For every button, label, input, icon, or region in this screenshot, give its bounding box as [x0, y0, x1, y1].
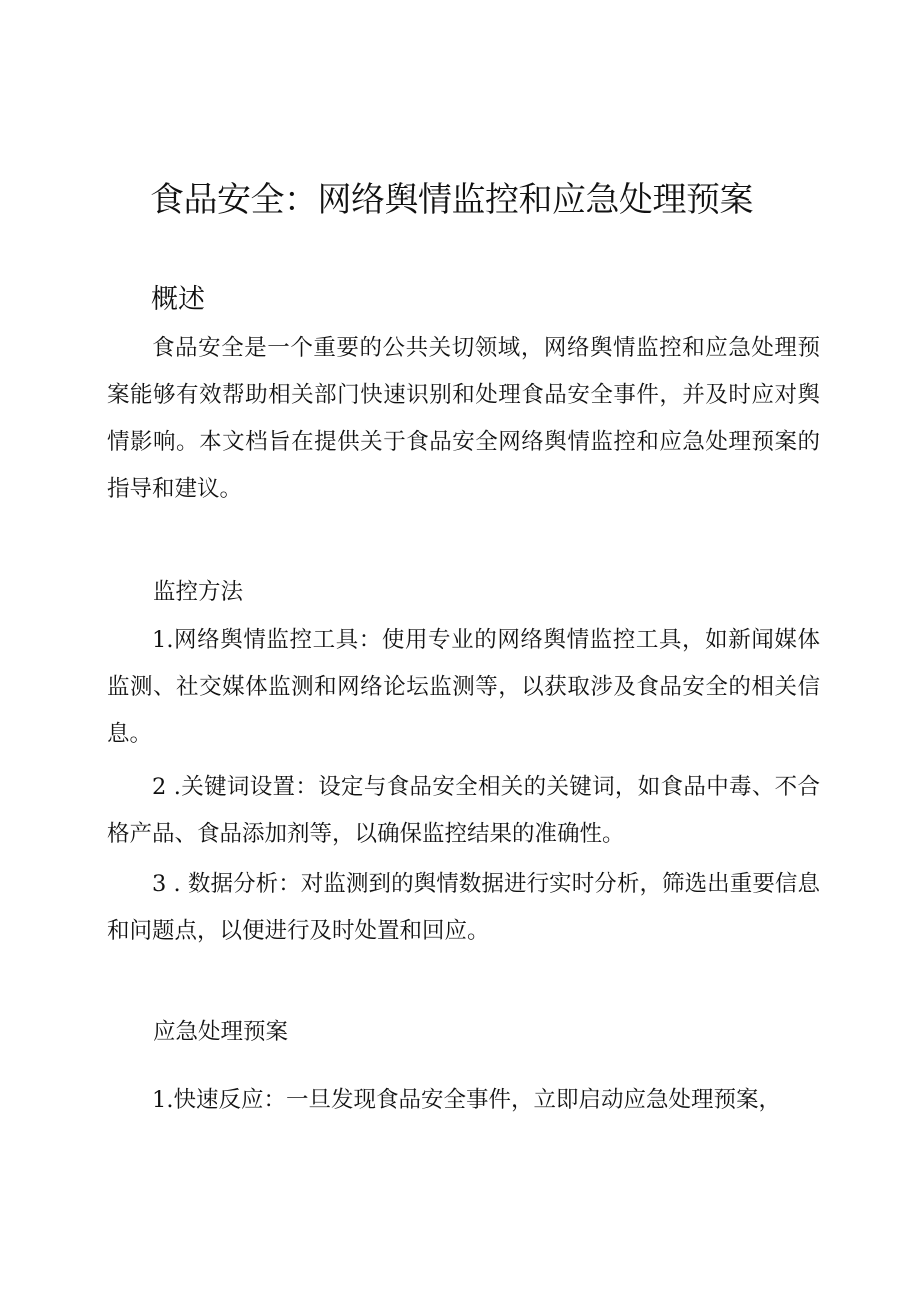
monitoring-heading: 监控方法 [153, 579, 244, 605]
emergency-item-1: 1.快速反应：一旦发现食品安全事件，立即启动应急处理预案， [152, 1087, 781, 1113]
monitoring-item-1: 1.网络舆情监控工具：使用专业的网络舆情监控工具，如新闻媒体监测、社交媒体监测和网络论坛监测等，以获取涉及食品安全的相关信息。 [107, 627, 820, 747]
overview-heading: 概述 [151, 284, 205, 315]
monitoring-item-3: 3 . 数据分析：对监测到的舆情数据进行实时分析，筛选出重要信息和问题点，以便进行及时处置和回应。 [107, 871, 820, 944]
monitoring-item-2: 2 .关键词设置：设定与食品安全相关的关键词，如食品中毒、不合格产品、食品添加剂等，以确保监控结果的准确性。 [107, 774, 820, 847]
emergency-heading: 应急处理预案 [153, 1019, 289, 1045]
overview-paragraph: 食品安全是一个重要的公共关切领域，网络舆情监控和应急处理预案能够有效帮助相关部门快速识别和处理食品安全事件，并及时应对舆情影响。本文档旨在提供关于食品安全网络舆情监控和应急处理预案的指导和建议。 [107, 335, 820, 502]
document-title: 食品安全：网络舆情监控和应急处理预案 [150, 180, 753, 220]
